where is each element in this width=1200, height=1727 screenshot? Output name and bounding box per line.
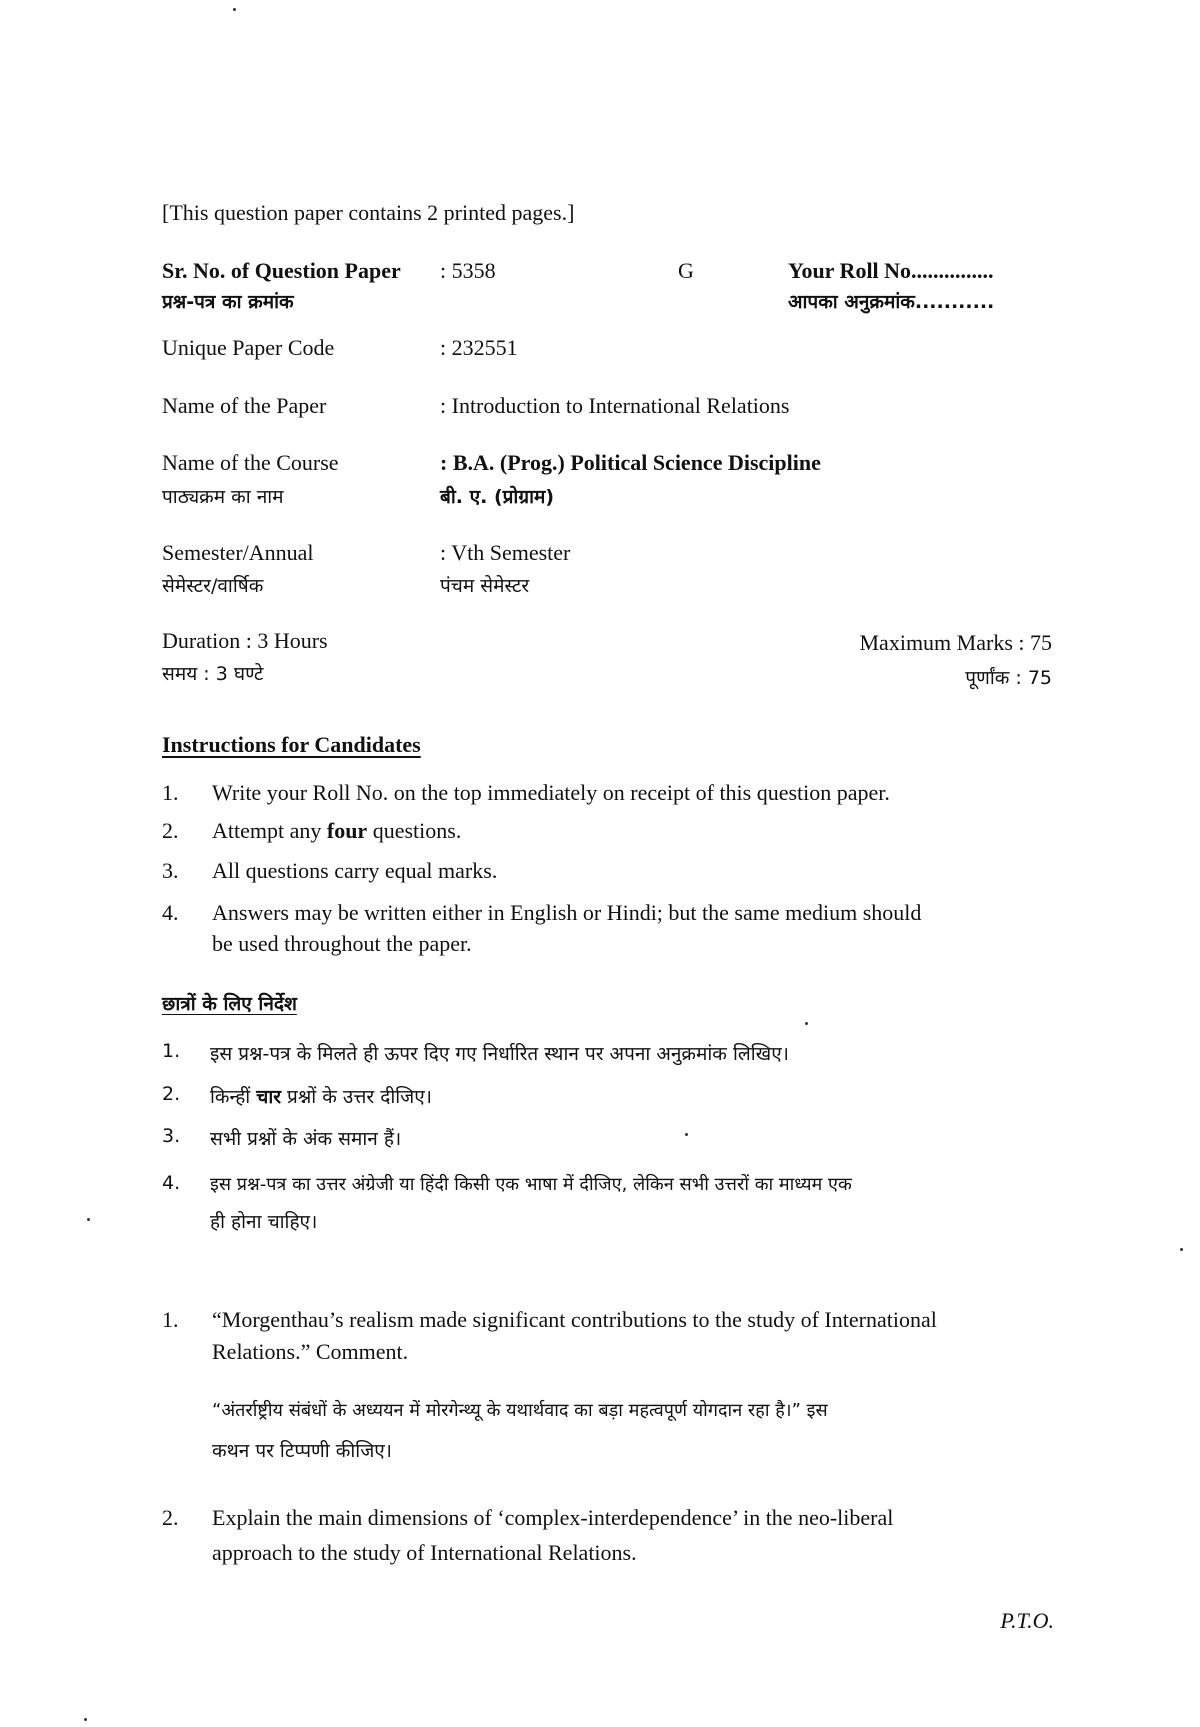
instruction-hi-pre: किन्हीं [210, 1086, 257, 1108]
serial-label-en: Sr. No. of Question Paper [162, 258, 401, 283]
instruction-text-line2: be used throughout the paper. [212, 931, 472, 956]
serial-label-hi: प्रश्न-पत्र का क्रमांक [162, 291, 294, 313]
instruction-text: Write your Roll No. on the top immediately on receipt of this question paper. [212, 780, 890, 805]
max-marks-hi: पूर्णांक : 75 [965, 667, 1052, 689]
instruction-hi-text: इस प्रश्न-पत्र के मिलते ही ऊपर दिए गए निर्धारित स्थान पर अपना अनुक्रमांक लिखिए। [210, 1043, 789, 1065]
course-value-en: : B.A. (Prog.) Political Science Discipline [440, 450, 821, 475]
instruction-text-post: questions. [367, 818, 462, 843]
instruction-num: 2. [162, 818, 179, 843]
instruction-hi-text-line2: ही होना चाहिए। [210, 1211, 318, 1233]
question-text-hi-line2: कथन पर टिप्पणी कीजिए। [212, 1440, 392, 1462]
question-text-en-line2: approach to the study of International Relations. [212, 1540, 637, 1565]
instruction-text-pre: Attempt any [212, 818, 327, 843]
question-text-en-line1: “Morgenthau’s realism made significant contributions to the study of International [212, 1307, 937, 1332]
instruction-hi-num: 4. [162, 1172, 181, 1194]
instruction-text: All questions carry equal marks. [212, 858, 498, 883]
instruction-hi-num: 1. [162, 1040, 181, 1062]
instruction-hi-num: 2. [162, 1083, 181, 1105]
instructions-heading-en: Instructions for Candidates [162, 732, 421, 757]
scan-speck [233, 8, 236, 11]
instruction-hi-text: सभी प्रश्नों के अंक समान हैं। [210, 1128, 402, 1150]
instruction-num: 3. [162, 858, 179, 883]
unique-code-value: : 232551 [440, 335, 518, 360]
instruction-num: 4. [162, 900, 179, 925]
instruction-text-line1: Answers may be written either in English or Hindi; but the same medium should [212, 900, 922, 925]
instruction-hi-text-line1: इस प्रश्न-पत्र का उत्तर अंग्रेजी या हिंदी किसी एक भाषा में दीजिए, लेकिन सभी उत्तरों का माध्यम एक [210, 1174, 852, 1195]
question-number: 2. [162, 1505, 179, 1530]
scan-speck [87, 1218, 90, 1221]
instruction-text [212, 818, 461, 844]
roll-number-field: Your Roll No............... [788, 258, 994, 283]
scan-speck [1180, 1248, 1183, 1251]
scan-speck [805, 1022, 808, 1025]
duration-en: Duration : 3 Hours [162, 628, 328, 653]
serial-value: : 5358 [440, 258, 496, 283]
unique-code-label: Unique Paper Code [162, 335, 335, 360]
course-label-hi: पाठ्यक्रम का नाम [162, 486, 284, 508]
instruction-text-bold: four [326, 818, 368, 843]
semester-label-en: Semester/Annual [162, 540, 314, 565]
paper-name-value: : Introduction to International Relations [440, 393, 790, 418]
instruction-hi-num: 3. [162, 1125, 181, 1147]
paper-name-label: Name of the Paper [162, 393, 327, 418]
course-value-hi: बी. ए. (प्रोग्राम) [440, 486, 555, 508]
question-text-en-line1: Explain the main dimensions of ‘complex-interdependence’ in the neo-liberal [212, 1505, 894, 1530]
page-turn-over: P.T.O. [1000, 1608, 1054, 1633]
scan-speck [84, 1718, 87, 1721]
instruction-hi-post: प्रश्नों के उत्तर दीजिए। [281, 1086, 432, 1108]
instruction-hi-bold: चार [256, 1086, 282, 1108]
instructions-heading-hi: छात्रों के लिए निर्देश [162, 993, 297, 1015]
instruction-num: 1. [162, 780, 179, 805]
duration-hi: समय : 3 घण्टे [162, 663, 264, 685]
question-number: 1. [162, 1307, 179, 1332]
semester-value-hi: पंचम सेमेस्टर [440, 575, 530, 597]
instruction-hi-text [210, 1083, 432, 1109]
header-note: [This question paper contains 2 printed pages.] [162, 200, 575, 225]
question-text-en-line2: Relations.” Comment. [212, 1339, 409, 1364]
max-marks-en: Maximum Marks : 75 [859, 630, 1052, 655]
semester-label-hi: सेमेस्टर/वार्षिक [162, 575, 264, 597]
question-text-hi-line1: “अंतर्राष्ट्रीय संबंधों के अध्ययन में मोरगेन्थ्यू के यथार्थवाद का बड़ा महत्वपूर्ण योगदान रहा है।” इस [212, 1400, 828, 1421]
course-label-en: Name of the Course [162, 450, 339, 475]
semester-value-en: : Vth Semester [440, 540, 571, 565]
roll-number-field-hi: आपका अनुक्रमांक........... [788, 291, 995, 313]
scan-speck [685, 1133, 688, 1136]
paper-set: G [678, 258, 694, 283]
